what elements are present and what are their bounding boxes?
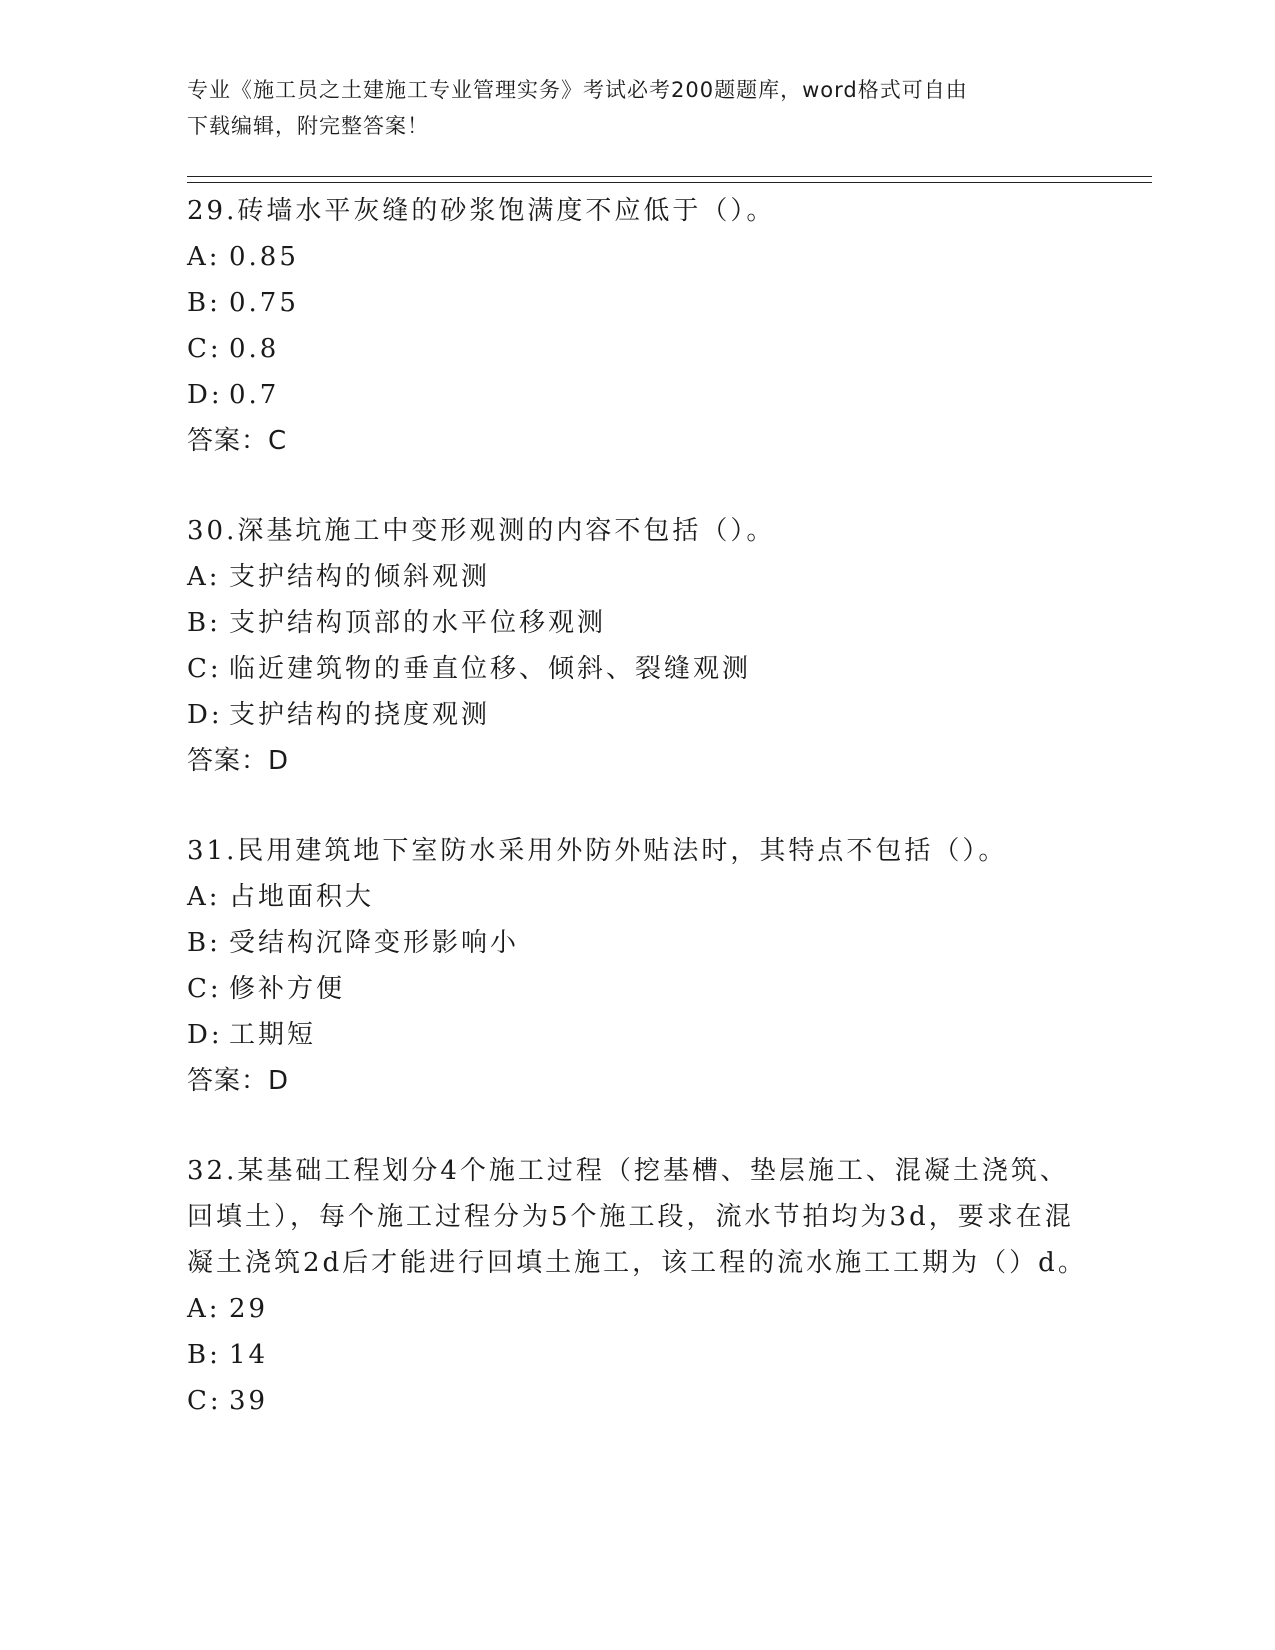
header-divider: [187, 176, 1152, 183]
option-text: 0.8: [229, 334, 280, 364]
option-label: A:: [187, 882, 221, 912]
option-label: A:: [187, 562, 221, 592]
option-label: D:: [187, 380, 223, 410]
option-text: 临近建筑物的垂直位移、倾斜、裂缝观测: [229, 654, 752, 684]
option-text: 0.7: [229, 380, 280, 410]
question-stem: 32.某基础工程划分4个施工过程（挖基槽、垫层施工、混凝土浇筑、回填土），每个施工过程分为5个施工段，流水节拍均为3d，要求在混凝土浇筑2d后才能进行回填土施工，该工程的流水施工工期为（）d。: [187, 1156, 1087, 1278]
option-label: C:: [187, 974, 222, 1004]
option-a: [187, 234, 1087, 280]
option-label: C:: [187, 334, 222, 364]
option-a: [187, 554, 1087, 600]
option-d: [187, 372, 1087, 418]
option-text: 29: [229, 1294, 269, 1324]
question-stem: 30.深基坑施工中变形观测的内容不包括（）。: [187, 516, 776, 546]
option-b: [187, 280, 1087, 326]
option-label: B:: [187, 1340, 221, 1370]
option-text: 支护结构的倾斜观测: [229, 562, 491, 592]
option-label: C:: [187, 1386, 222, 1416]
question-stem: 31.民用建筑地下室防水采用外防外贴法时，其特点不包括（）。: [187, 836, 1008, 866]
option-label: A:: [187, 242, 221, 272]
answer: 答案：D: [187, 1066, 290, 1096]
option-c: [187, 646, 1087, 692]
option-label: D:: [187, 1020, 223, 1050]
option-d: [187, 692, 1087, 738]
option-c: [187, 966, 1087, 1012]
answer: 答案：D: [187, 746, 290, 776]
option-text: 占地面积大: [229, 882, 375, 912]
option-label: C:: [187, 654, 222, 684]
header-line: 下载编辑，附完整答案！: [187, 114, 429, 138]
option-b: [187, 920, 1087, 966]
answer: 答案：C: [187, 426, 288, 456]
document-header: [187, 72, 1067, 144]
option-b: [187, 600, 1087, 646]
header-line: 专业《施工员之土建施工专业管理实务》考试必考200题题库，word格式可自由: [187, 78, 968, 102]
option-b: [187, 1332, 1087, 1378]
option-text: 39: [229, 1386, 269, 1416]
question-list: [187, 188, 1087, 1468]
question-31: [187, 828, 1087, 1104]
option-text: 0.85: [229, 242, 299, 272]
question-stem: 29.砖墙水平灰缝的砂浆饱满度不应低于（）。: [187, 196, 776, 226]
option-label: B:: [187, 928, 221, 958]
option-d: [187, 1012, 1087, 1058]
option-text: 工期短: [229, 1020, 317, 1050]
option-c: [187, 1378, 1087, 1424]
option-c: [187, 326, 1087, 372]
option-text: 0.75: [229, 288, 299, 318]
option-label: B:: [187, 608, 221, 638]
option-label: D:: [187, 700, 223, 730]
option-text: 支护结构的挠度观测: [229, 700, 491, 730]
option-text: 14: [229, 1340, 269, 1370]
option-label: A:: [187, 1294, 221, 1324]
option-text: 修补方便: [229, 974, 346, 1004]
option-label: B:: [187, 288, 221, 318]
option-a: [187, 874, 1087, 920]
option-text: 受结构沉降变形影响小: [229, 928, 520, 958]
question-32: [187, 1148, 1087, 1424]
option-a: [187, 1286, 1087, 1332]
question-30: [187, 508, 1087, 784]
question-29: [187, 188, 1087, 464]
option-text: 支护结构顶部的水平位移观测: [229, 608, 607, 638]
